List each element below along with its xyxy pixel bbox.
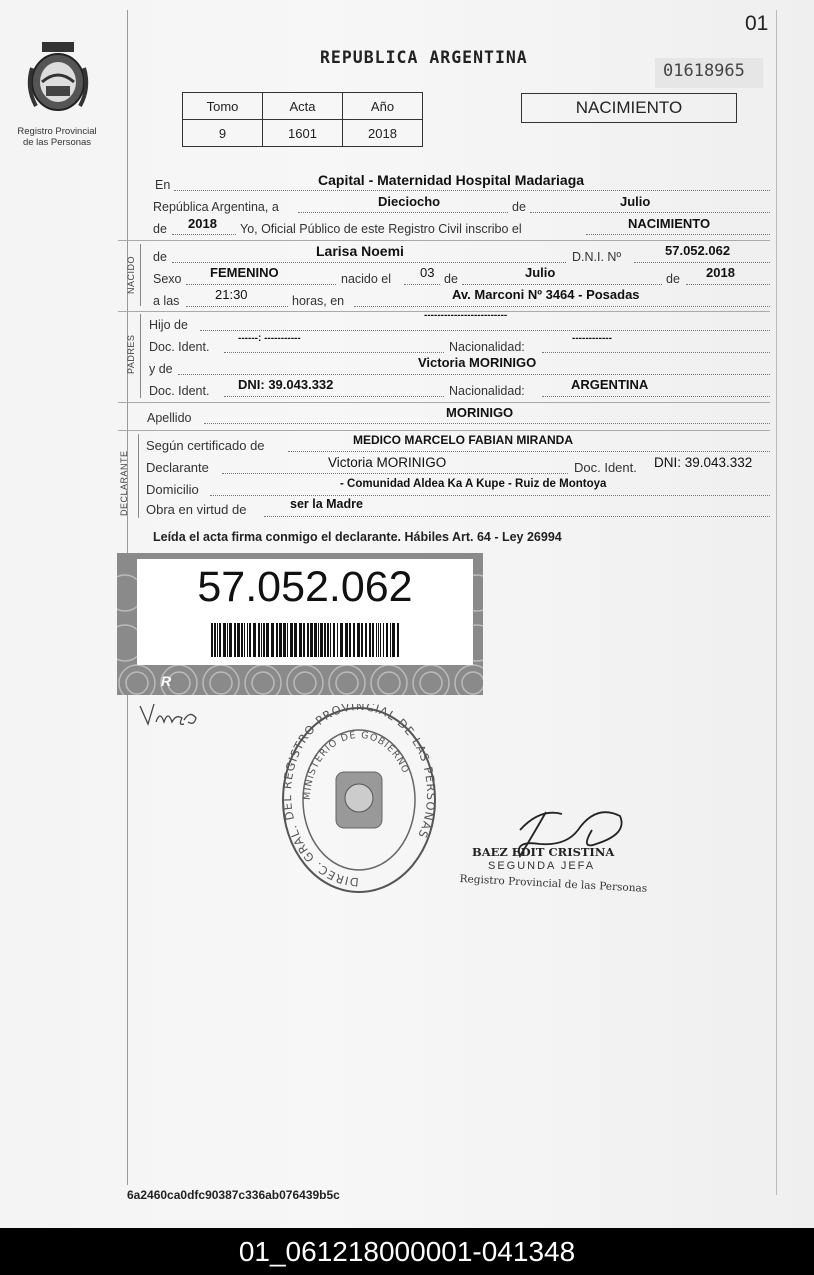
nacido-section-label: NACIDO	[126, 255, 136, 294]
month-value: Julio	[620, 194, 651, 209]
mother-doc-label: Doc. Ident.	[149, 384, 210, 398]
tomo-header: Tomo	[183, 93, 263, 120]
father-name: -------------------------	[424, 310, 508, 321]
declarante-section-label: DECLARANTE	[119, 450, 129, 516]
birth-time: 21:30	[215, 287, 248, 302]
barcode-bar	[219, 623, 221, 657]
barcode-bar	[353, 623, 355, 657]
barcode-bar	[390, 623, 391, 657]
dotted-line	[586, 234, 770, 235]
barcode-icon	[211, 623, 401, 657]
coat-of-arms-icon	[22, 38, 94, 122]
acta-header: Acta	[263, 93, 343, 120]
signatory-role: SEGUNDA JEFA	[488, 860, 596, 872]
dotted-line	[224, 352, 444, 353]
cert-label: Según certificado de	[146, 438, 265, 453]
declarante-doc: DNI: 39.043.332	[654, 455, 753, 470]
dotted-line	[178, 374, 770, 375]
barcode-bar	[386, 623, 388, 657]
barcode-bar	[357, 623, 360, 657]
dotted-line	[186, 284, 336, 285]
horas-label: horas, en	[292, 294, 345, 308]
tomo-value: 9	[183, 120, 263, 147]
dotted-line	[172, 262, 566, 263]
dotted-line	[404, 284, 440, 285]
barcode-bar	[237, 623, 240, 657]
nacido-de-label-3: de	[666, 272, 680, 286]
barcode-bar	[345, 623, 348, 657]
mother-doc: DNI: 39.043.332	[238, 377, 334, 392]
barcode-bar	[211, 623, 213, 657]
alas-label: a las	[153, 294, 180, 308]
barcode-bar	[258, 623, 260, 657]
declarante-name: Victoria MORINIGO	[328, 455, 447, 470]
acta-table	[182, 92, 423, 147]
barcode-bar	[253, 623, 256, 657]
sexo-value: FEMENINO	[210, 265, 279, 280]
barcode-bar	[266, 623, 269, 657]
dotted-line	[172, 234, 236, 235]
dotted-line	[288, 451, 770, 452]
dotted-line	[200, 330, 770, 331]
obra-value: ser la Madre	[290, 497, 363, 511]
barcode-bar	[337, 623, 338, 657]
seal-stamp-icon	[280, 704, 438, 896]
record-type-box: NACIMIENTO	[521, 93, 737, 123]
barcode-bar	[307, 623, 309, 657]
section-divider	[118, 430, 770, 431]
footer-file-id: 01_061218000001-041348	[0, 1228, 814, 1275]
day-value: Dieciocho	[378, 194, 441, 209]
sticker-dni-number: 57.052.062	[197, 563, 413, 611]
barcode-bar	[244, 623, 245, 657]
signatory-name: BAEZ EDIT CRISTINA	[472, 845, 615, 859]
mother-name: Victoria MORINIGO	[418, 355, 537, 370]
barcode-bar	[290, 623, 293, 657]
dotted-line	[186, 306, 288, 307]
de-label-2: de	[153, 222, 167, 236]
padres-section-label: PADRES	[126, 334, 136, 374]
seal-ring-text: DIREC. GRAL. DEL REGISTRO PROVINCIAL DE LAS PERSONAS	[280, 704, 438, 890]
child-dni: 57.052.062	[665, 243, 731, 258]
year-value: 2018	[188, 216, 217, 231]
barcode-bar	[383, 623, 384, 657]
dotted-line	[462, 284, 662, 285]
dotted-line	[686, 284, 770, 285]
barcode-bar	[327, 623, 329, 657]
barcode-bar	[227, 623, 228, 657]
barcode-bar	[324, 623, 326, 657]
en-label: En	[155, 178, 171, 192]
obra-label: Obra en virtud de	[146, 502, 247, 517]
barcode-bar	[380, 623, 381, 657]
dotted-line	[210, 495, 770, 496]
barcode-bar	[271, 623, 274, 657]
barcode-bar	[369, 623, 371, 657]
barcode-bar	[378, 623, 379, 657]
mother-nat-label: Nacionalidad:	[449, 384, 525, 398]
handwritten-initials-icon	[138, 700, 200, 730]
dotted-line	[222, 473, 568, 474]
dotted-line	[204, 423, 770, 424]
nacido-el-label: nacido el	[341, 272, 392, 286]
section-rule	[140, 244, 141, 306]
dotted-line	[354, 306, 770, 307]
dotted-line	[264, 516, 770, 517]
barcode-bar	[234, 623, 236, 657]
acta-value: 1601	[263, 120, 343, 147]
barcode-bar	[283, 623, 286, 657]
barcode-bar	[320, 623, 323, 657]
mother-nationality: ARGENTINA	[571, 377, 649, 392]
logo-caption: Registro Provincial de las Personas	[17, 126, 97, 148]
official-seal	[280, 704, 438, 896]
de-label: de	[512, 200, 526, 214]
barcode-bar	[217, 623, 218, 657]
barcode-bar	[263, 623, 265, 657]
barcode-bar	[276, 623, 278, 657]
dotted-line	[542, 352, 770, 353]
father-doc: ------: -----------	[238, 333, 301, 344]
closing-statement: Leída el acta firma conmigo el declarante. Hábiles Art. 64 - Ley 26994	[153, 530, 562, 544]
declarante-doc-label: Doc. Ident.	[574, 460, 637, 475]
birth-month: Julio	[525, 265, 556, 280]
father-nationality: ------------	[572, 333, 612, 344]
sticker-pattern-letter: R	[161, 673, 202, 689]
child-name: Larisa Noemi	[316, 243, 404, 259]
anio-header: Año	[343, 93, 423, 120]
barcode-bar	[223, 623, 226, 657]
barcode-bar	[330, 623, 331, 657]
dotted-line	[542, 396, 770, 397]
section-rule	[138, 434, 139, 518]
apellido-label: Apellido	[147, 411, 192, 425]
nacido-de-label: de	[153, 250, 167, 264]
birth-year: 2018	[706, 265, 735, 280]
barcode-bar	[318, 623, 319, 657]
seal-inner-text: MINISTERIO DE GOBIERNO	[301, 729, 412, 801]
birth-place: Capital - Maternidad Hospital Madariaga	[318, 172, 585, 188]
document-title: REPUBLICA ARGENTINA	[320, 48, 528, 67]
serial-number: 01618965	[655, 58, 763, 88]
father-nat-label: Nacionalidad:	[449, 340, 525, 354]
barcode-bar	[372, 623, 374, 657]
right-border	[776, 10, 777, 1195]
barcode-bar	[287, 623, 288, 657]
y-de-label: y de	[149, 362, 173, 376]
section-divider	[118, 402, 770, 403]
section-rule	[140, 314, 141, 398]
barcode-bar	[365, 623, 367, 657]
signatory-office: Registro Provincial de las Personas	[459, 873, 648, 895]
dotted-line	[634, 262, 770, 263]
barcode-bar	[310, 623, 313, 657]
dni-sticker	[117, 553, 483, 695]
barcode	[211, 623, 401, 657]
dotted-line	[174, 190, 770, 191]
barcode-bar	[241, 623, 243, 657]
father-doc-label: Doc. Ident.	[149, 340, 210, 354]
hijo-de-label: Hijo de	[149, 318, 188, 332]
nacido-de-label-2: de	[444, 272, 458, 286]
apellido-value: MORINIGO	[446, 405, 514, 420]
domicilio-value: - Comunidad Aldea Ka A Kupe - Ruiz de Montoya	[340, 478, 607, 490]
barcode-bar	[376, 623, 377, 657]
birth-day: 03	[420, 265, 435, 280]
document-hash: 6a2460ca0dfc90387c336ab076439b5c	[127, 1188, 340, 1202]
event-value: NACIMIENTO	[628, 216, 711, 231]
section-divider	[118, 240, 770, 241]
dotted-line	[224, 396, 444, 397]
dotted-line	[530, 212, 770, 213]
barcode-bar	[392, 623, 395, 657]
anio-value: 2018	[343, 120, 423, 147]
declarante-label: Declarante	[146, 460, 209, 475]
barcode-bar	[214, 623, 216, 657]
barcode-bar	[299, 623, 302, 657]
sexo-label: Sexo	[153, 272, 182, 286]
barcode-bar	[261, 623, 262, 657]
barcode-bar	[247, 623, 248, 657]
barcode-bar	[349, 623, 351, 657]
officer-text: Yo, Oficial Público de este Registro Civil inscribo el	[240, 222, 522, 236]
barcode-bar	[314, 623, 317, 657]
barcode-bar	[294, 623, 297, 657]
republica-label: República Argentina, a	[153, 200, 279, 214]
barcode-bar	[279, 623, 282, 657]
barcode-bar	[229, 623, 232, 657]
barcode-bar	[333, 623, 335, 657]
barcode-bar	[249, 623, 251, 657]
domicilio-label: Domicilio	[146, 482, 199, 497]
page-number: 01	[745, 12, 769, 35]
dotted-line	[298, 212, 508, 213]
barcode-bar	[361, 623, 363, 657]
barcode-bar	[397, 623, 399, 657]
barcode-bar	[340, 623, 343, 657]
birth-address: Av. Marconi Nº 3464 - Posadas	[452, 287, 640, 302]
province-logo	[22, 38, 94, 122]
dni-label: D.N.I. Nº	[572, 250, 622, 264]
certificate-source: MEDICO MARCELO FABIAN MIRANDA	[353, 433, 573, 447]
barcode-bar	[303, 623, 305, 657]
